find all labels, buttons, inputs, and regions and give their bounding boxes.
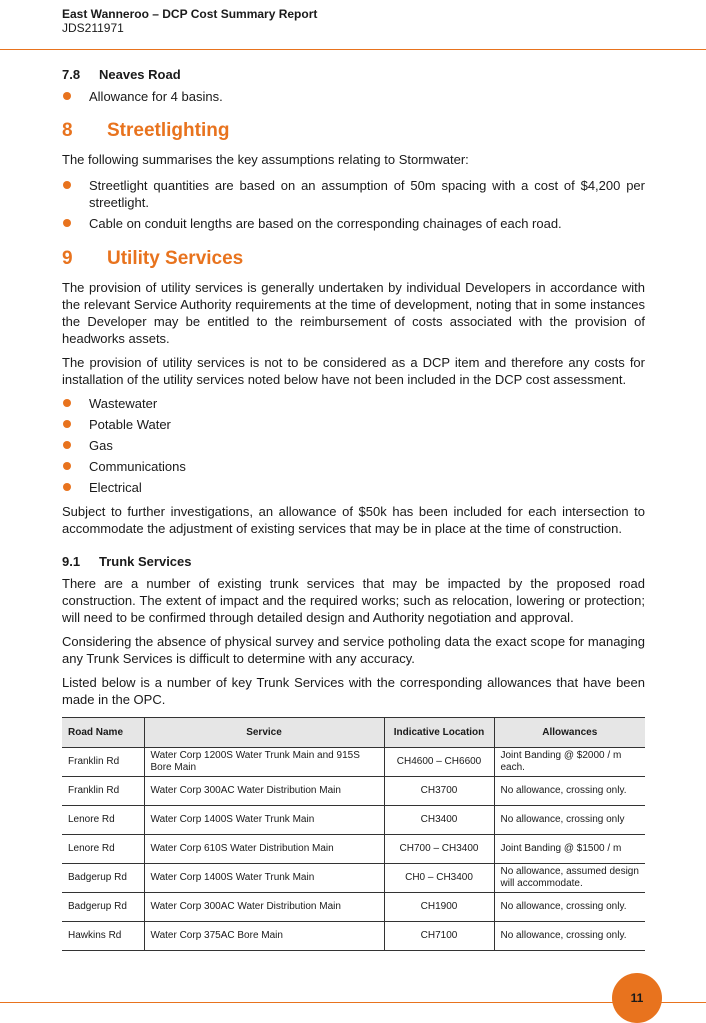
location-cell: CH4600 – CH6600 <box>384 748 494 777</box>
header-divider <box>0 49 706 50</box>
location-cell: CH0 – CH3400 <box>384 864 494 893</box>
location-cell: CH3700 <box>384 777 494 806</box>
section-9-paragraph-1: The provision of utility services is generally undertaken by individual Developers in accordance with the relevant Service Authority requirements at the time of development, noting that in some instances the Developer may be entitled to the reimbursement of costs associated with the provision of headworks assets. <box>62 280 645 346</box>
list-item: Allowance for 4 basins. <box>62 88 645 105</box>
service-cell: Water Corp 1400S Water Trunk Main <box>144 864 384 893</box>
column-header-road-name: Road Name <box>62 718 144 748</box>
allowance-cell: No allowance, crossing only. <box>494 922 645 951</box>
location-cell: CH700 – CH3400 <box>384 835 494 864</box>
page-number-badge: 11 <box>612 973 662 1023</box>
service-cell: Water Corp 1200S Water Trunk Main and 915S Bore Main <box>144 748 384 777</box>
utility-services-list <box>62 395 645 496</box>
service-cell: Water Corp 375AC Bore Main <box>144 922 384 951</box>
section-8-intro: The following summarises the key assumptions relating to Stormwater: <box>62 152 469 167</box>
location-cell: CH7100 <box>384 922 494 951</box>
section-9-1-paragraph-3: Listed below is a number of key Trunk Services with the corresponding allowances that have been made in the OPC. <box>62 675 645 707</box>
road-name-cell: Hawkins Rd <box>62 922 144 951</box>
table-row <box>62 922 645 951</box>
road-name-cell: Lenore Rd <box>62 806 144 835</box>
section-7-8-heading: 7.8 Neaves Road <box>62 67 181 82</box>
road-name-cell: Franklin Rd <box>62 777 144 806</box>
road-name-cell: Badgerup Rd <box>62 893 144 922</box>
allowance-cell: No allowance, crossing only. <box>494 777 645 806</box>
column-header-allowances: Allowances <box>494 718 645 748</box>
page-header <box>62 7 317 35</box>
table-row <box>62 835 645 864</box>
allowance-cell: No allowance, crossing only <box>494 806 645 835</box>
road-name-cell: Franklin Rd <box>62 748 144 777</box>
column-header-location: Indicative Location <box>384 718 494 748</box>
trunk-services-table <box>62 717 645 951</box>
section-9-1-heading: 9.1 Trunk Services <box>62 554 192 569</box>
location-cell: CH3400 <box>384 806 494 835</box>
list-item: Streetlight quantities are based on an assumption of 50m spacing with a cost of $4,200 per streetlight. <box>62 177 645 211</box>
section-9-1-paragraph-2: Considering the absence of physical survey and service potholing data the exact scope for managing any Trunk Services is difficult to determine with any accuracy. <box>62 634 645 666</box>
service-cell: Water Corp 610S Water Distribution Main <box>144 835 384 864</box>
column-header-service: Service <box>144 718 384 748</box>
road-name-cell: Lenore Rd <box>62 835 144 864</box>
section-9-1-paragraph-1: There are a number of existing trunk services that may be impacted by the proposed road construction. The extent of impact and the required works; such as relocation, lowering or protection; will need to be confirmed through detailed design and Authority negotiation and approval. <box>62 576 645 625</box>
table-row <box>62 893 645 922</box>
list-item: Wastewater <box>62 395 645 412</box>
service-cell: Water Corp 1400S Water Trunk Main <box>144 806 384 835</box>
report-reference: JDS211971 <box>62 21 124 35</box>
allowance-cell: Joint Banding @ $1500 / m <box>494 835 645 864</box>
section-9-heading: 9 Utility Services <box>62 248 244 269</box>
section-9-paragraph-2: The provision of utility services is not to be considered as a DCP item and therefore any costs for installation of the utility services noted below have not been included in the DCP cost assessment. <box>62 355 645 387</box>
service-cell: Water Corp 300AC Water Distribution Main <box>144 777 384 806</box>
report-title: East Wanneroo – DCP Cost Summary Report <box>62 7 318 21</box>
table-header-row <box>62 718 645 748</box>
section-7-8-list <box>62 88 645 105</box>
list-item: Potable Water <box>62 416 645 433</box>
table-row <box>62 748 645 777</box>
allowance-cell: No allowance, assumed design will accommodate. <box>494 864 645 893</box>
list-item: Communications <box>62 458 645 475</box>
section-8-list <box>62 177 645 232</box>
table-row <box>62 806 645 835</box>
allowance-cell: Joint Banding @ $2000 / m each. <box>494 748 645 777</box>
allowance-cell: No allowance, crossing only. <box>494 893 645 922</box>
section-8-heading: 8 Streetlighting <box>62 120 230 141</box>
list-item: Electrical <box>62 479 645 496</box>
road-name-cell: Badgerup Rd <box>62 864 144 893</box>
section-9-paragraph-3: Subject to further investigations, an allowance of $50k has been included for each intersection to accommodate the adjustment of existing services that may be in place at the time of construction. <box>62 504 645 536</box>
table-row <box>62 864 645 893</box>
table-row <box>62 777 645 806</box>
list-item: Gas <box>62 437 645 454</box>
list-item: Cable on conduit lengths are based on the corresponding chainages of each road. <box>62 215 645 232</box>
location-cell: CH1900 <box>384 893 494 922</box>
page-content <box>62 66 645 951</box>
service-cell: Water Corp 300AC Water Distribution Main <box>144 893 384 922</box>
footer-divider <box>0 1002 706 1003</box>
